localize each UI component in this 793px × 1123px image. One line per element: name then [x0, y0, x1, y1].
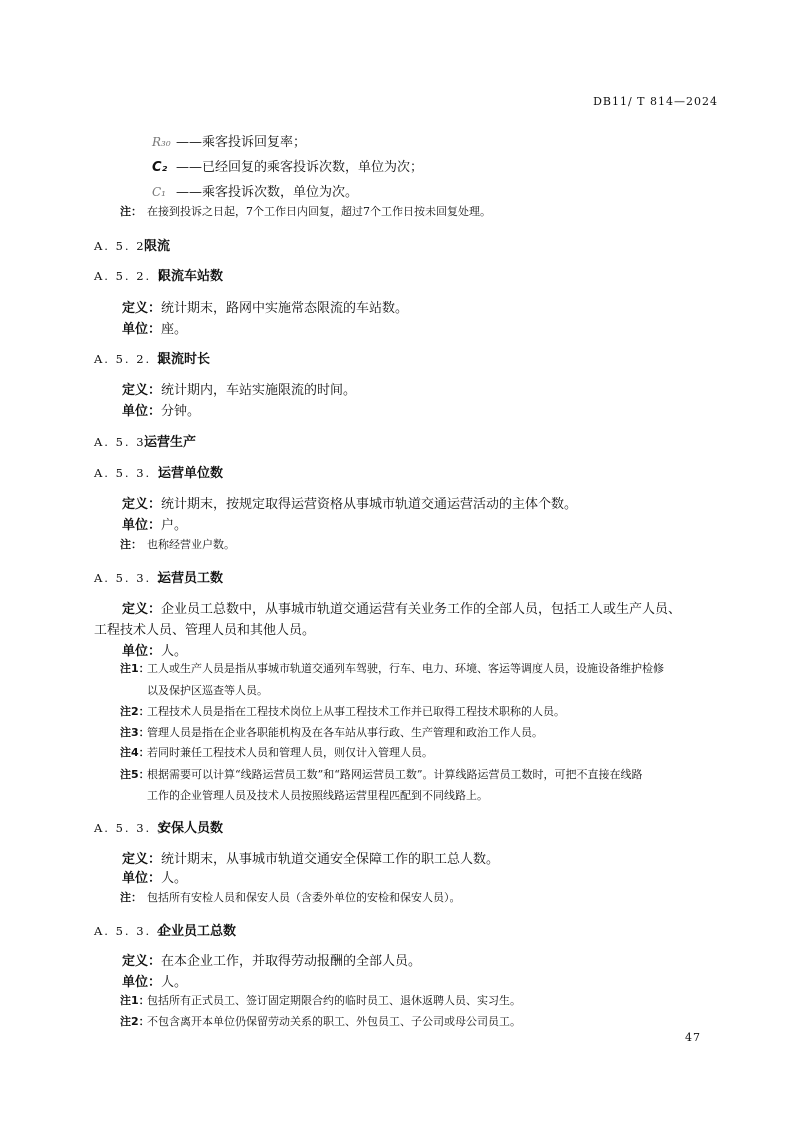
- a533-definition: [122, 848, 499, 867]
- doc-code-header: DB11/ T 814—2024: [593, 95, 718, 108]
- unit-label: 单位：: [122, 518, 162, 533]
- note-label: 注2：: [120, 705, 150, 718]
- section-a521-heading: [94, 265, 223, 284]
- note-text: 在接到投诉之日起，7个工作日内回复，超过7个工作日按未回复处理。: [147, 205, 491, 218]
- a522-unit: [122, 400, 200, 419]
- a534-unit: [122, 971, 187, 990]
- unit-text: 座。: [161, 322, 188, 337]
- note-text: 包括所有正式员工、签订固定期限合约的临时员工、退休返聘人员、实习生。: [147, 994, 521, 1007]
- section-title: 安保人员数: [158, 821, 224, 836]
- definition-label: 定义：: [122, 497, 162, 512]
- a521-unit: [122, 318, 187, 337]
- note-top: [120, 203, 491, 219]
- definition-text: 统计期末，路网中实施常态限流的车站数。: [161, 301, 409, 316]
- note-label: 注4：: [120, 746, 150, 759]
- section-title: 限流: [144, 239, 171, 254]
- symbol-c2: C₂: [152, 160, 168, 175]
- note-text: 也称经营业户数。: [147, 538, 235, 551]
- formula-var-r30: [152, 131, 306, 150]
- section-number: A. 5. 3. 2: [94, 571, 167, 585]
- a532-note-2: [120, 703, 565, 719]
- unit-label: 单位：: [122, 322, 162, 337]
- note-text: 根据需要可以计算“线路运营员工数”和“路网运营员工数”。计算线路运营员工数时，可把不直接在线路: [147, 768, 643, 781]
- a532-note-5: [120, 766, 643, 782]
- section-a534-heading: [94, 920, 236, 939]
- unit-text: 人。: [161, 871, 188, 886]
- section-a532-heading: [94, 567, 223, 586]
- definition-text: 在本企业工作，并取得劳动报酬的全部人员。: [161, 954, 422, 969]
- section-number: A. 5. 2. 1: [94, 269, 167, 283]
- a531-note: [120, 536, 235, 552]
- note-text: 若同时兼任工程技术人员和管理人员，则仅计入管理人员。: [147, 746, 433, 759]
- unit-text: 人。: [161, 975, 188, 990]
- a532-note-3: [120, 724, 543, 740]
- unit-label: 单位：: [122, 404, 162, 419]
- note-label: 注1：: [120, 994, 150, 1007]
- a521-definition: [122, 297, 408, 316]
- definition-label: 定义：: [122, 602, 162, 617]
- page-number: 47: [685, 1031, 701, 1044]
- unit-text: 分钟。: [161, 404, 201, 419]
- section-title: 运营生产: [144, 435, 197, 450]
- unit-text: 户。: [161, 518, 188, 533]
- section-a53-heading: [94, 431, 196, 450]
- a532-definition-cont: 工程技术人员、管理人员和其他人员。: [94, 623, 316, 638]
- section-number: A. 5. 2. 2: [94, 352, 167, 366]
- a532-unit: [122, 640, 187, 659]
- definition-text: 统计期末，按规定取得运营资格从事城市轨道交通运营活动的主体个数。: [161, 497, 578, 512]
- note-label: 注3：: [120, 726, 150, 739]
- definition-label: 定义：: [122, 383, 162, 398]
- note-label: 注：: [120, 205, 142, 218]
- section-a533-heading: [94, 817, 223, 836]
- section-a531-heading: [94, 462, 223, 481]
- symbol-r30-desc: ——乘客投诉回复率；: [176, 135, 307, 150]
- section-number: A. 5. 3. 4: [94, 924, 167, 938]
- definition-text: 统计期末，从事城市轨道交通安全保障工作的职工总人数。: [161, 852, 500, 867]
- a534-note-1: [120, 992, 521, 1008]
- definition-label: 定义：: [122, 954, 162, 969]
- note-text: 工程技术人员是指在工程技术岗位上从事工程技术工作并已取得工程技术职称的人员。: [147, 705, 565, 718]
- a534-definition: [122, 950, 421, 969]
- definition-label: 定义：: [122, 301, 162, 316]
- note-text: 不包含离开本单位仍保留劳动关系的职工、外包员工、子公司或母公司员工。: [147, 1015, 521, 1028]
- a533-note: [120, 889, 461, 905]
- a532-definition: [122, 598, 681, 617]
- section-title: 限流车站数: [158, 269, 224, 284]
- definition-text: 企业员工总数中，从事城市轨道交通运营有关业务工作的全部人员，包括工人或生产人员、: [161, 602, 682, 617]
- a532-note-5-cont: 工作的企业管理人员及技术人员按照线路运营里程匹配到不同线路上。: [147, 789, 488, 802]
- note-label: 注5：: [120, 768, 150, 781]
- section-title: 限流时长: [158, 352, 211, 367]
- a534-note-2: [120, 1013, 521, 1029]
- definition-label: 定义：: [122, 852, 162, 867]
- a531-definition: [122, 493, 577, 512]
- section-number: A. 5. 3: [94, 435, 146, 449]
- section-number: A. 5. 2: [94, 239, 146, 253]
- note-text: 包括所有安检人员和保安人员（含委外单位的安检和保安人员）。: [147, 891, 461, 904]
- formula-var-c1: [152, 181, 358, 200]
- unit-label: 单位：: [122, 871, 162, 886]
- note-text: 工人或生产人员是指从事城市轨道交通列车驾驶，行车、电力、环境、客运等调度人员，设施设备维护检修: [147, 662, 664, 675]
- section-number: A. 5. 3. 1: [94, 466, 167, 480]
- formula-var-c2: [152, 156, 423, 175]
- a533-unit: [122, 867, 187, 886]
- symbol-c2-desc: ——已经回复的乘客投诉次数，单位为次；: [176, 160, 424, 175]
- note-label: 注：: [120, 538, 142, 551]
- note-label: 注1：: [120, 662, 150, 675]
- a532-note-4: [120, 744, 433, 760]
- section-title: 运营单位数: [158, 466, 224, 481]
- a532-note-1-cont: 以及保护区巡查等人员。: [147, 684, 268, 697]
- a522-definition: [122, 379, 356, 398]
- section-title: 企业员工总数: [158, 924, 237, 939]
- note-label: 注：: [120, 891, 142, 904]
- definition-text: 统计期内，车站实施限流的时间。: [161, 383, 357, 398]
- a532-note-1: [120, 660, 664, 676]
- unit-label: 单位：: [122, 644, 162, 659]
- section-a52-heading: [94, 235, 170, 254]
- a531-unit: [122, 514, 187, 533]
- symbol-c1-desc: ——乘客投诉次数，单位为次。: [176, 185, 359, 200]
- section-number: A. 5. 3. 3: [94, 821, 167, 835]
- unit-label: 单位：: [122, 975, 162, 990]
- symbol-c1: C₁: [152, 185, 166, 199]
- unit-text: 人。: [161, 644, 188, 659]
- symbol-r30: R₃₀: [152, 135, 171, 149]
- section-title: 运营员工数: [158, 571, 224, 586]
- note-text: 管理人员是指在企业各职能机构及在各车站从事行政、生产管理和政治工作人员。: [147, 726, 543, 739]
- section-a522-heading: [94, 348, 210, 367]
- note-label: 注2：: [120, 1015, 150, 1028]
